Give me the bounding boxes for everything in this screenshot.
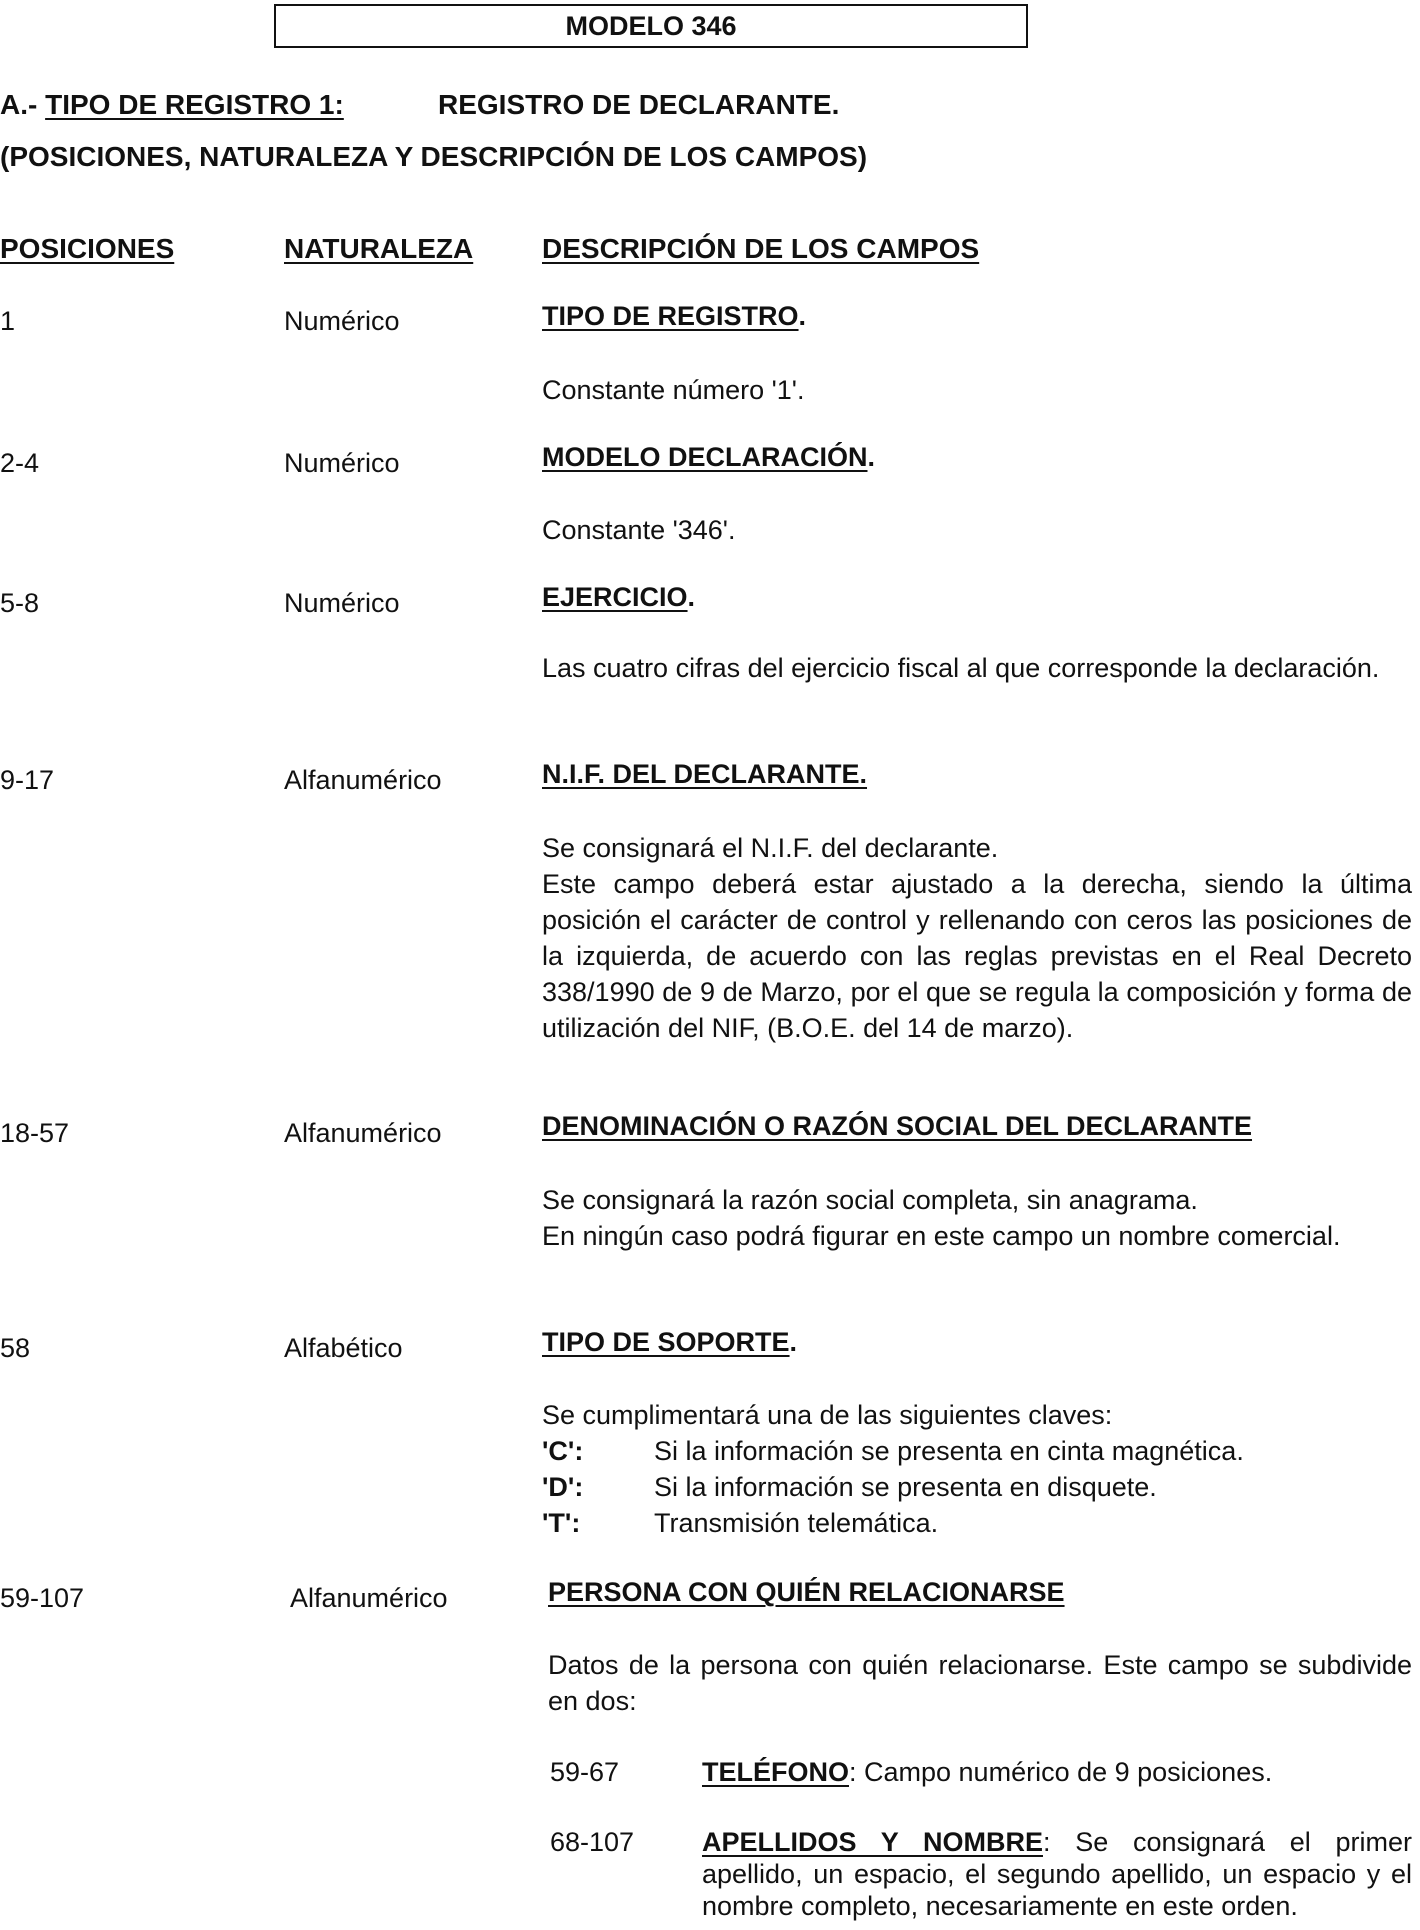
key-row	[542, 1433, 1412, 1469]
subfield-text	[702, 1826, 1412, 1922]
field-description	[542, 830, 1412, 1046]
field-description	[542, 1182, 1412, 1254]
subfield-text	[702, 1756, 1412, 1788]
field-name	[542, 581, 695, 613]
desc-para: Constante número '1'.	[542, 375, 805, 405]
desc-para: Se cumplimentará una de las siguientes claves:	[542, 1400, 1113, 1430]
key-text: Transmisión telemática.	[654, 1508, 939, 1538]
field-name-trail: .	[789, 1327, 798, 1357]
model-title: MODELO 346	[565, 10, 737, 41]
field-description	[542, 1397, 1412, 1541]
subfield-desc: : Se consignará el primer apellido, un espacio, el segundo apellido, un espacio y el nombre completo, necesariamente en este orden.	[702, 1827, 1412, 1921]
field-nature: Alfanumérico	[284, 765, 442, 795]
desc-para: Datos de la persona con quién relacionarse. Este campo se subdivide en dos:	[548, 1650, 1412, 1716]
key-text: Si la información se presenta en disquete.	[654, 1472, 1157, 1502]
field-nature: Alfabético	[284, 1333, 403, 1363]
field-name-text: DENOMINACIÓN O RAZÓN SOCIAL DEL DECLARANTE	[542, 1111, 1253, 1141]
key-row	[542, 1505, 1412, 1541]
key-row	[542, 1469, 1412, 1505]
subfield-position: 68-107	[550, 1827, 635, 1857]
field-name-trail: .	[687, 582, 696, 612]
field-position: 2-4	[0, 448, 40, 478]
field-nature: Alfanumérico	[284, 1118, 442, 1148]
field-name-text: EJERCICIO	[542, 582, 688, 612]
field-nature: Alfanumérico	[290, 1583, 448, 1613]
subfield-position: 59-67	[550, 1757, 620, 1787]
key-code: 'C':	[542, 1436, 584, 1466]
section-prefix: A.-	[0, 89, 38, 120]
key-code: 'T':	[542, 1508, 581, 1538]
field-description	[542, 650, 1412, 687]
field-position: 5-8	[0, 588, 40, 618]
desc-para: Se consignará la razón social completa, sin anagrama.	[542, 1185, 1198, 1215]
field-name-text: PERSONA CON QUIÉN RELACIONARSE	[548, 1577, 1065, 1607]
field-name-trail: .	[798, 301, 807, 331]
field-nature: Numérico	[284, 306, 400, 336]
field-position: 18-57	[0, 1118, 70, 1148]
column-header-description: DESCRIPCIÓN DE LOS CAMPOS	[542, 233, 980, 264]
column-header-nature: NATURALEZA	[284, 233, 474, 264]
field-description	[548, 1647, 1412, 1719]
field-name-text: TIPO DE SOPORTE	[542, 1327, 790, 1357]
field-name	[542, 441, 875, 473]
subfield-desc: : Campo numérico de 9 posiciones.	[849, 1757, 1273, 1787]
field-name-text: TIPO DE REGISTRO	[542, 301, 799, 331]
key-code: 'D':	[542, 1472, 584, 1502]
field-name	[542, 300, 806, 332]
model-title-box	[274, 4, 1028, 48]
subfield-name: APELLIDOS Y NOMBRE	[702, 1827, 1043, 1857]
field-name-text: MODELO DECLARACIÓN	[542, 442, 868, 472]
column-header-positions: POSICIONES	[0, 233, 175, 264]
field-position: 58	[0, 1333, 31, 1363]
field-description	[542, 374, 1412, 406]
field-description	[542, 514, 1412, 546]
field-name	[542, 1326, 797, 1358]
desc-para: Se consignará el N.I.F. del declarante.	[542, 833, 999, 863]
section-title	[0, 88, 840, 122]
field-name-text: N.I.F. DEL DECLARANTE.	[542, 759, 868, 789]
subfield-name: TELÉFONO	[702, 1757, 849, 1787]
field-position: 59-107	[0, 1583, 85, 1613]
field-position: 1	[0, 306, 16, 336]
section-name: REGISTRO DE DECLARANTE.	[438, 89, 840, 120]
subfield-row	[550, 1756, 1412, 1788]
section-subtitle: (POSICIONES, NATURALEZA Y DESCRIPCIÓN DE LOS CAMPOS)	[0, 141, 868, 172]
key-text: Si la información se presenta en cinta magnética.	[654, 1436, 1244, 1466]
desc-para: En ningún caso podrá figurar en este campo un nombre comercial.	[542, 1221, 1341, 1251]
field-name	[548, 1576, 1065, 1608]
field-nature: Numérico	[284, 588, 400, 618]
subfield-row	[550, 1826, 1412, 1922]
desc-para: Las cuatro cifras del ejercicio fiscal al que corresponde la declaración.	[542, 653, 1380, 683]
field-name	[542, 1110, 1252, 1142]
field-name	[542, 758, 867, 790]
section-type: TIPO DE REGISTRO 1:	[45, 89, 344, 120]
field-position: 9-17	[0, 765, 55, 795]
field-name-trail: .	[867, 442, 876, 472]
field-nature: Numérico	[284, 448, 400, 478]
desc-para: Este campo deberá estar ajustado a la derecha, siendo la última posición el carácter de control y rellenando con ceros las posiciones de la izquierda, de acuerdo con las reglas previstas en el Real Decreto 338/1990 de 9 de Marzo, por el que se regula la composición y forma de utilización del NIF, (B.O.E. del 14 de marzo).	[542, 869, 1412, 1043]
desc-para: Constante '346'.	[542, 515, 736, 545]
